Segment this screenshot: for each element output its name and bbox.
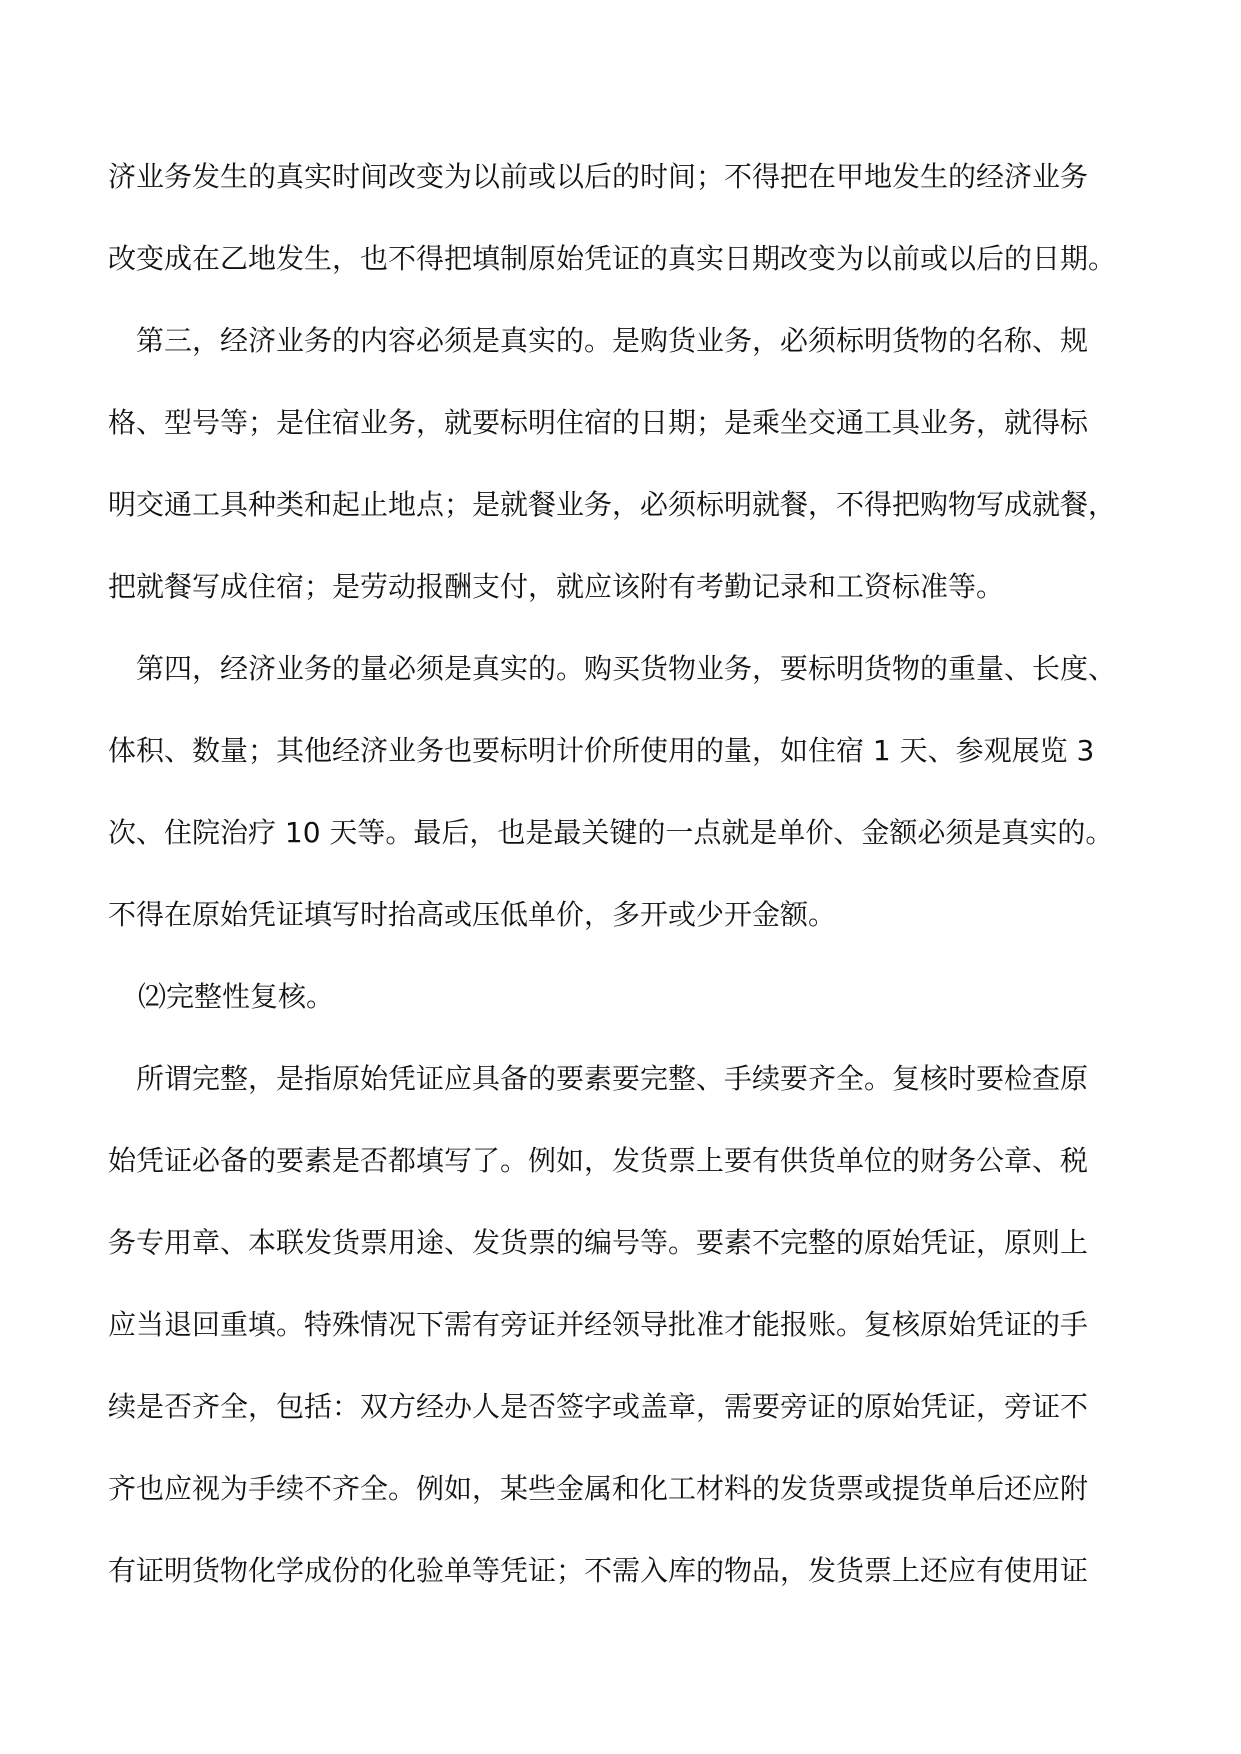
paragraph-start-line: 所谓完整，是指原始凭证应具备的要素要完整、手续要齐全。复核时要检查原 xyxy=(136,1062,1089,1095)
text-line: 续是否齐全，包括：双方经办人是否签字或盖章，需要旁证的原始凭证，旁证不 xyxy=(108,1390,1089,1423)
paragraph-start-line: 第四，经济业务的量必须是真实的。购买货物业务，要标明货物的重量、长度、 xyxy=(136,652,1117,685)
text-line: 济业务发生的真实时间改变为以前或以后的时间；不得把在甲地发生的经济业务 xyxy=(108,160,1089,193)
text-line: 体积、数量；其他经济业务也要标明计价所使用的量，如住宿 1 天、参观展览 3 xyxy=(108,734,1095,767)
text-line: 次、住院治疗 10 天等。最后，也是最关键的一点就是单价、金额必须是真实的。 xyxy=(108,816,1114,849)
text-line: 始凭证必备的要素是否都填写了。例如，发货票上要有供货单位的财务公章、税 xyxy=(108,1144,1089,1177)
text-line: 明交通工具种类和起止地点；是就餐业务，必须标明就餐，不得把购物写成就餐， xyxy=(108,488,1117,521)
text-line: 格、型号等；是住宿业务，就要标明住宿的日期；是乘坐交通工具业务，就得标 xyxy=(108,406,1089,439)
text-line: 把就餐写成住宿；是劳动报酬支付，就应该附有考勤记录和工资标准等。 xyxy=(108,570,1005,603)
body-text xyxy=(108,160,1148,1636)
text-line: 务专用章、本联发货票用途、发货票的编号等。要素不完整的原始凭证，原则上 xyxy=(108,1226,1089,1259)
text-line: 改变成在乙地发生，也不得把填制原始凭证的真实日期改变为以前或以后的日期。 xyxy=(108,242,1117,275)
text-line: 齐也应视为手续不齐全。例如，某些金属和化工材料的发货票或提货单后还应附 xyxy=(108,1472,1089,1505)
paragraph-start-line: 第三，经济业务的内容必须是真实的。是购货业务，必须标明货物的名称、规 xyxy=(136,324,1089,357)
text-line: 应当退回重填。特殊情况下需有旁证并经领导批准才能报账。复核原始凭证的手 xyxy=(108,1308,1089,1341)
text-line: 不得在原始凭证填写时抬高或压低单价，多开或少开金额。 xyxy=(108,898,837,931)
text-line: 有证明货物化学成份的化验单等凭证；不需入库的物品，发货票上还应有使用证 xyxy=(108,1554,1089,1587)
section-heading: ⑵完整性复核。 xyxy=(138,980,335,1013)
